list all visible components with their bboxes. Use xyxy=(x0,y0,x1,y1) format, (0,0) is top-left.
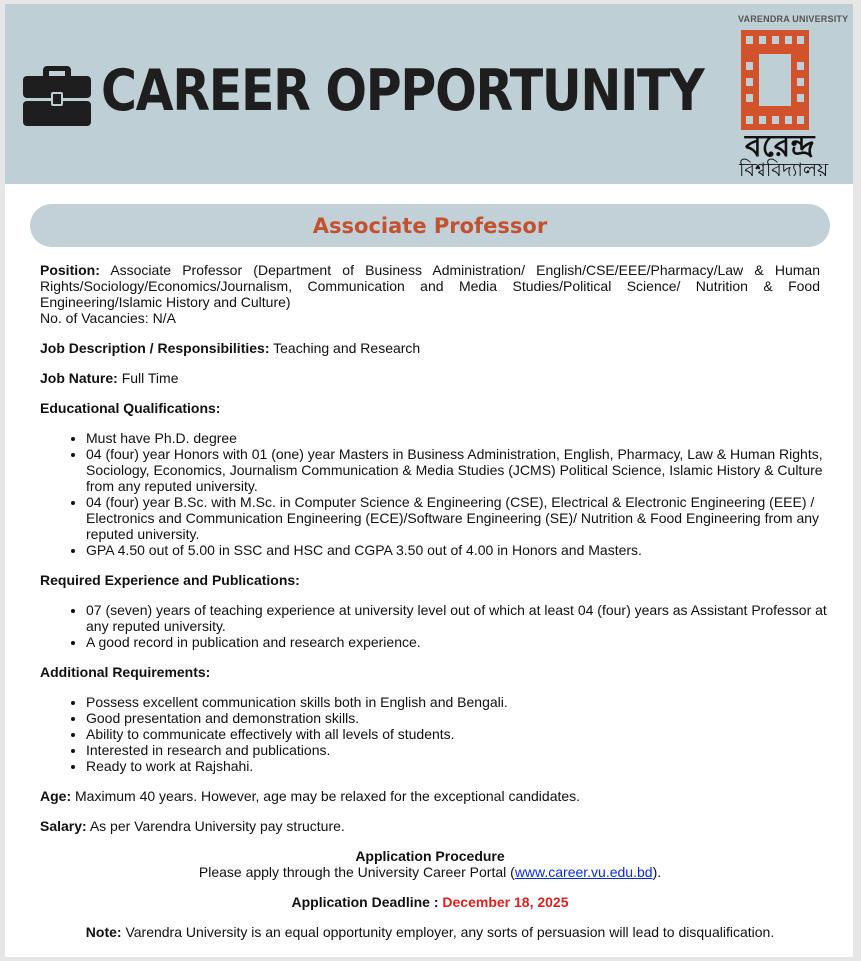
list-item: • A good record in publication and research experience. xyxy=(86,634,830,650)
application-procedure xyxy=(40,848,820,880)
list-item: • Ability to communicate effectively with all levels of students. xyxy=(86,726,830,742)
application-text-end: ). xyxy=(652,864,662,880)
job-nature-value: Full Time xyxy=(121,370,179,386)
university-logo xyxy=(741,30,809,130)
experience-list xyxy=(40,602,830,650)
note-label: Note: xyxy=(85,924,122,940)
job-title: Associate Professor xyxy=(30,204,830,247)
education-heading xyxy=(40,400,820,416)
job-details xyxy=(40,262,827,954)
deadline-value: December 18, 2025 xyxy=(442,894,569,910)
list-item: • 04 (four) year Honors with 01 (one) year Masters in Business Administration, English, Pharmacy, Law & Human Rights, Sociology, Economics, Journalism Communication & Media Studies (JCMS) Political Science, Islamic History & Culture from any reputed university. xyxy=(86,446,830,494)
university-name-bengali: বরেন্দ্র xyxy=(745,130,815,163)
job-description-label: Job Description / Responsibilities: xyxy=(40,340,270,356)
additional-list xyxy=(40,694,830,774)
position-value: Associate Professor (Department of Business Administration/ English/CSE/EEE/Pharmacy/Law & Human Rights/Sociology/Economics/Journalism, Communication and Media Studies/Political Science/ Nutrition & Food Engineering/Islamic History and Culture) xyxy=(40,262,820,310)
career-portal-link[interactable]: www.career.vu.edu.bd xyxy=(514,864,653,880)
note-value: Varendra University is an equal opportunity employer, any sorts of persuasion will lead to disqualification. xyxy=(125,924,775,940)
list-item: • Possess excellent communication skills both in English and Bengali. xyxy=(86,694,830,710)
university-name-bengali-2: বিশ্ববিদ্যালয় xyxy=(739,160,829,181)
job-nature-label: Job Nature: xyxy=(40,370,118,386)
age xyxy=(40,788,820,804)
university-name: VARENDRA UNIVERSITY xyxy=(738,14,849,24)
list-item: • GPA 4.50 out of 5.00 in SSC and HSC and CGPA 3.50 out of 4.00 in Honors and Masters. xyxy=(86,542,830,558)
position-section xyxy=(40,262,820,326)
salary-label: Salary: xyxy=(40,818,87,834)
job-posting xyxy=(5,4,853,957)
deadline-label: Application Deadline : xyxy=(291,894,439,910)
list-item: • 04 (four) year B.Sc. with M.Sc. in Computer Science & Engineering (CSE), Electrical & Electronic Engineering (EEE) / Electronics and Communication Engineering (ECE)/Software Engineering (SE)/ Nutrition & Food Engineering from any reputed university. xyxy=(86,494,830,542)
job-nature xyxy=(40,370,820,386)
note xyxy=(40,924,820,940)
salary xyxy=(40,818,820,834)
salary-value: As per Varendra University pay structure. xyxy=(89,818,345,834)
list-item: • 07 (seven) years of teaching experience at university level out of which at least 04 (four) years as Assistant Professor at any reputed university. xyxy=(86,602,830,634)
header-banner xyxy=(5,4,853,184)
education-heading-text: Educational Qualifications: xyxy=(40,400,221,416)
application-heading: Application Procedure xyxy=(355,848,505,864)
additional-heading xyxy=(40,664,820,680)
list-item: • Ready to work at Rajshahi. xyxy=(86,758,830,774)
banner-title: CAREER OPPORTUNITY xyxy=(101,58,704,124)
job-description xyxy=(40,340,820,356)
list-item: • Must have Ph.D. degree xyxy=(86,430,830,446)
list-item: • Interested in research and publications. xyxy=(86,742,830,758)
list-item: • Good presentation and demonstration skills. xyxy=(86,710,830,726)
education-list xyxy=(40,430,830,558)
job-description-value: Teaching and Research xyxy=(273,340,421,356)
experience-heading-text: Required Experience and Publications: xyxy=(40,572,300,588)
age-value: Maximum 40 years. However, age may be relaxed for the exceptional candidates. xyxy=(75,788,581,804)
position-label: Position: xyxy=(40,262,100,278)
application-deadline xyxy=(40,894,820,910)
application-text: Please apply through the University Career Portal ( xyxy=(198,864,515,880)
briefcase-icon xyxy=(23,62,91,126)
experience-heading xyxy=(40,572,820,588)
vacancies: No. of Vacancies: N/A xyxy=(40,310,176,326)
age-label: Age: xyxy=(40,788,72,804)
additional-heading-text: Additional Requirements: xyxy=(40,664,211,680)
